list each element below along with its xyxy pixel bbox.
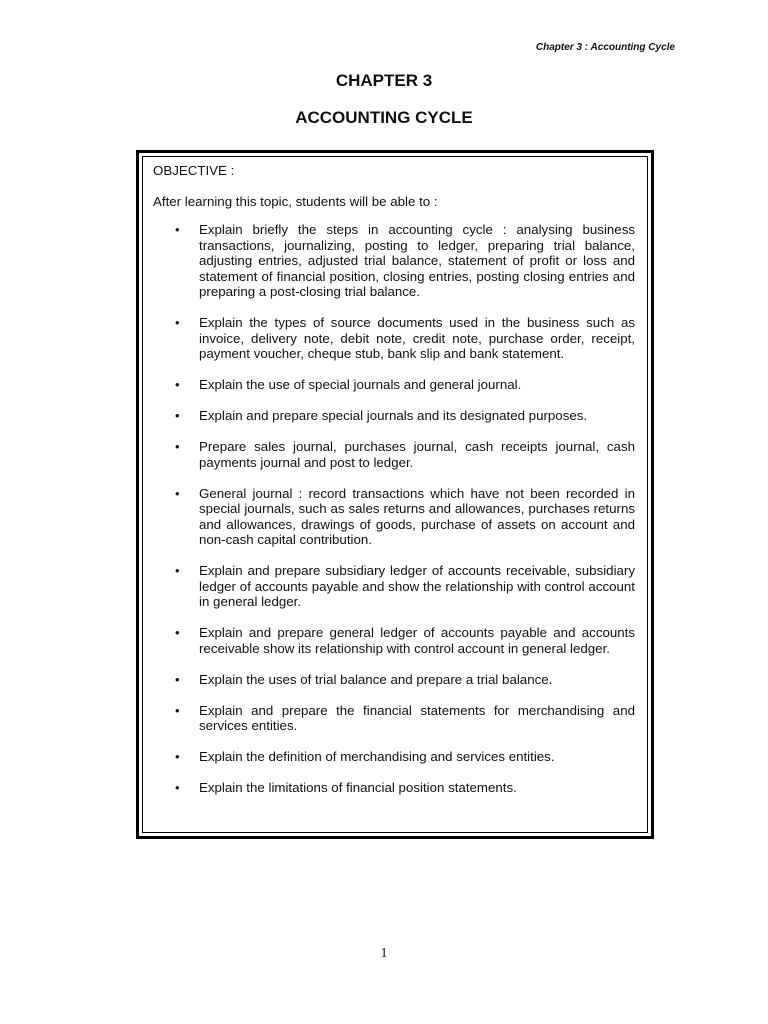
objective-intro: After learning this topic, students will be able to : — [153, 193, 438, 209]
bullet-icon: • — [175, 315, 180, 330]
objective-item-text: Explain the types of source documents used in the business such as invoice, delivery note, debit note, credit note, purchase order, receipt, payment voucher, cheque stub, bank slip and bank statement. — [199, 315, 635, 361]
objective-item — [153, 486, 635, 548]
bullet-icon: • — [175, 702, 180, 718]
page-number: 1 — [380, 946, 388, 961]
objective-item — [153, 625, 635, 656]
objective-item-text: Explain the use of special journals and general journal. — [199, 377, 522, 392]
objective-item — [153, 780, 635, 796]
objective-item — [153, 439, 635, 470]
objective-item — [153, 749, 635, 765]
objective-item-text: Explain the limitations of financial position statements. — [199, 780, 517, 795]
objective-heading: OBJECTIVE : — [153, 163, 235, 178]
objective-item — [153, 672, 635, 688]
objective-item-text: Prepare sales journal, purchases journal, cash receipts journal, cash payments journal and post to ledger. — [199, 439, 635, 470]
bullet-icon: • — [175, 749, 180, 764]
chapter-number: CHAPTER 3 — [335, 71, 433, 90]
objective-list — [153, 222, 635, 796]
objective-item-text: General journal : record transactions which have not been recorded in special journals, such as sales returns and allowances, purchases returns and allowances, drawings of goods, purchase of assets on account and non-cash capital contribution. — [199, 485, 635, 547]
objective-box — [136, 150, 654, 839]
running-header: Chapter 3 : Accounting Cycle — [535, 42, 675, 53]
bullet-icon: • — [175, 439, 180, 454]
chapter-title: ACCOUNTING CYCLE — [295, 108, 473, 127]
bullet-icon: • — [175, 377, 180, 392]
objective-box-inner — [142, 156, 648, 833]
objective-item-text: Explain the definition of merchandising and services entities. — [199, 749, 555, 764]
objective-item — [153, 315, 635, 362]
objective-item — [153, 222, 635, 300]
bullet-icon: • — [175, 222, 180, 237]
objective-item-text: Explain the uses of trial balance and prepare a trial balance. — [199, 671, 553, 687]
objective-item-text: Explain and prepare general ledger of accounts payable and accounts receivable show its relationship with control account in general ledger. — [199, 625, 635, 656]
bullet-icon: • — [175, 563, 180, 578]
bullet-icon: • — [175, 485, 180, 501]
objective-item-text: Explain and prepare the financial statements for merchandising and services entities. — [199, 702, 635, 733]
objective-item-text: Explain and prepare special journals and its designated purposes. — [199, 408, 588, 423]
objective-item-text: Explain and prepare subsidiary ledger of accounts receivable, subsidiary ledger of accounts payable and show the relationship with control account in general ledger. — [199, 563, 635, 609]
objective-item — [153, 377, 635, 393]
bullet-icon: • — [175, 625, 180, 640]
objective-item-text: Explain briefly the steps in accounting cycle : analysing business transactions, journalizing, posting to ledger, preparing trial balance, adjusting entries, adjusted trial balance, statement of profit or loss and statement of financial position, closing entries, posting closing entries and preparing a post-closing trial balance. — [199, 222, 635, 299]
objective-item — [153, 563, 635, 610]
bullet-icon: • — [175, 780, 180, 795]
bullet-icon: • — [175, 671, 180, 687]
objective-item — [153, 703, 635, 734]
objective-item — [153, 408, 635, 424]
bullet-icon: • — [175, 408, 180, 423]
